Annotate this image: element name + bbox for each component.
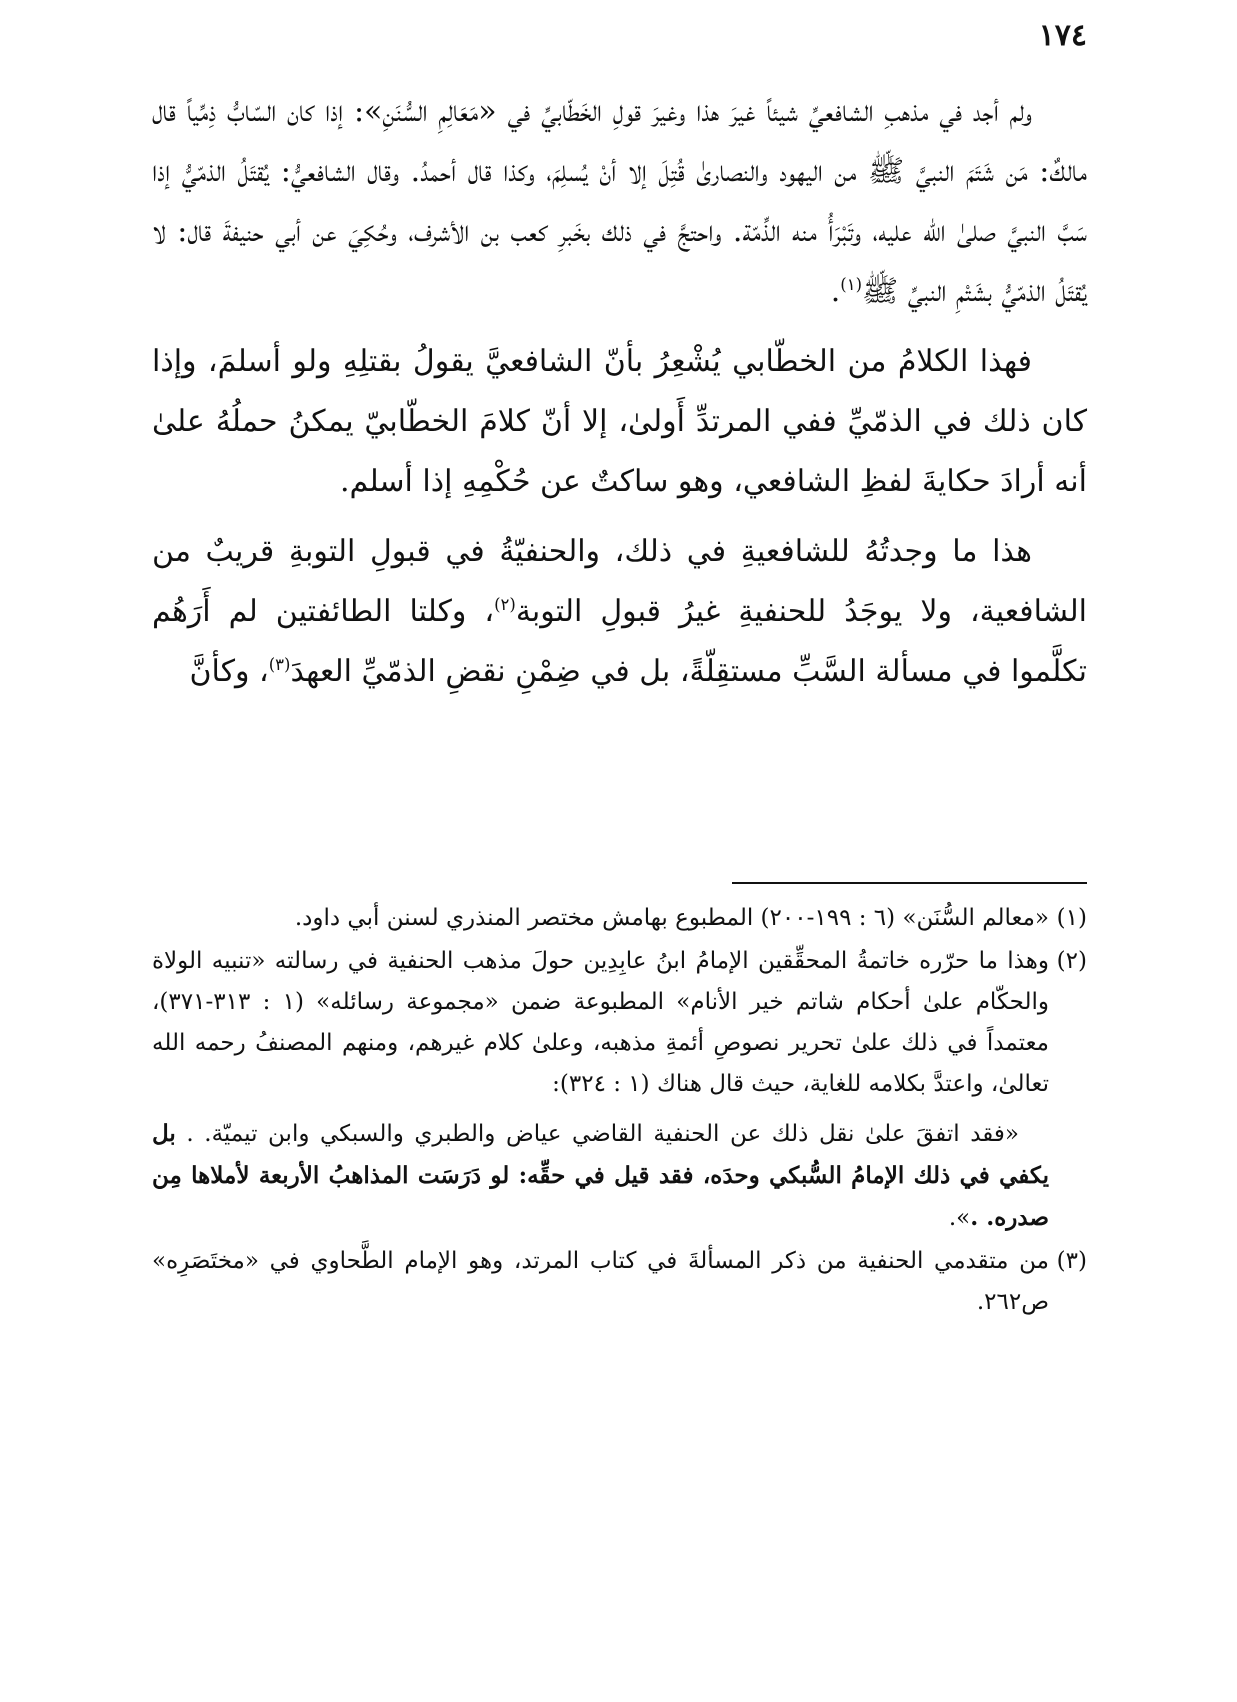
footnote-text-1: «معالم السُّنَن» (٦ : ١٩٩-٢٠٠) المطبوع بهامش مختصر المنذري لسنن أبي داود.: [294, 905, 1049, 931]
footnote-number-1: (١): [1056, 905, 1087, 931]
footnote-ref-2[interactable]: (٢): [494, 595, 516, 614]
footnote-1: [152, 898, 1087, 939]
footnote-2: [152, 941, 1087, 1239]
main-text: [152, 82, 1087, 712]
paragraph-1-period: .: [830, 274, 841, 309]
footnote-quote: [152, 1113, 1049, 1239]
page-number: ١٧٤: [1038, 18, 1087, 53]
paragraph-3-text-c: ، وكأنَّ: [189, 654, 269, 689]
paragraph-3-text-a: هذا ما وجدتُهُ للشافعيةِ في ذلك، والحنفيّةُ في قبولِ التوبةِ قريبٌ من الشافعية، ولا يوجَدُ للحنفيةِ غيرُ قبولِ التوبة: [152, 534, 1087, 629]
footnote-text-2: وهذا ما حرّره خاتمةُ المحقِّقين الإمامُ ابنُ عابِدِين حولَ مذهب الحنفية في رسالته «تنبيه الولاة والحكّام علىٰ أحكام شاتم خير الأنام» المطبوعة ضمن «مجموعة رسائله» (١ : ٣١٣-٣٧١)، معتمداً في ذلك علىٰ تحرير نصوصِ أئمةِ مذهبه، وعلىٰ كلام غيرهم، ومنهم المصنفُ رحمه الله تعالىٰ، واعتدَّ بكلامه للغاية، حيث قال هناك (١ : ٣٢٤):: [152, 948, 1049, 1097]
quote-bold: بل يكفي في ذلك الإمامُ السُّبكي وحدَه، فقد قيل في حقِّه: لو دَرَسَت المذاهبُ الأربعة لأملاها مِن صدره. .: [152, 1120, 1049, 1231]
footnotes: [152, 898, 1087, 1323]
paragraph-2: فهذا الكلامُ من الخطّابي يُشْعِرُ بأنّ الشافعيَّ يقولُ بقتلِهِ ولو أسلمَ، وإذا كان ذلك في الذمّيِّ ففي المرتدِّ أَولىٰ، إلا أنّ كلامَ الخطّابيّ يمكنُ حملُهُ علىٰ أنه أرادَ حكايةَ لفظِ الشافعي، وهو ساكتٌ عن حُكْمِهِ إذا أسلم.: [152, 344, 1087, 499]
quote-start: «فقد اتفقَ علىٰ نقل ذلك عن الحنفية القاضي عياض والطبري والسبكي وابن تيميّة. .: [175, 1121, 1019, 1147]
footnote-3: [152, 1241, 1087, 1323]
quote-end: ».: [948, 1205, 971, 1231]
paragraph-3-text-b: ، وكلتا الطائفتين لم أَرَهُم تكلَّموا في مسألة السَّبِّ مستقِلّةً، بل في ضِمْنِ نقضِ الذمّيِّ العهدَ: [152, 594, 1087, 689]
footnote-number-3: (٣): [1056, 1248, 1087, 1274]
footnote-number-2: (٢): [1056, 948, 1087, 974]
footnote-ref-3[interactable]: (٣): [268, 655, 291, 674]
footnote-body-2: [152, 941, 1049, 1239]
footnote-ref-1[interactable]: (١): [840, 275, 862, 294]
paragraph-1-text: ولم أجد في مذهبِ الشافعيِّ شيئاً غيرَ هذا وغيرَ قولِ الخَطّابيِّ في «مَعَالِمِ السُّنَنِ»: إذا كان السّابُّ ذِمِّياً قال مالكٌ: مَن شَتَمَ النبيَّ ﷺ من اليهود والنصارىٰ قُتِلَ إلا أنْ يُسلِمَ، وكذا قال أحمدُ. وقال الشافعيُّ: يُقتَلُ الذمّيُّ إذا سَبَّ النبيَّ صلىٰ الله عليه، وتَبْرَأُ منه الذِّمّة. واحتجَّ في ذلك بخَبرِ كعب بن الأشرف، وحُكِيَ عن أبي حنيفةَ قال: لا يُقتَلُ الذمّيُّ بشَتْمِ النبيِّ ﷺ: [152, 94, 1087, 309]
paragraph-1: [152, 82, 1087, 322]
footnote-separator: [732, 882, 1087, 884]
paragraph-3: [152, 522, 1087, 702]
footnote-text-3: من متقدمي الحنفية من ذكر المسألةَ في كتاب المرتد، وهو الإمام الطَّحاوي في «مختَصَرِه» ص٢٦٢.: [152, 1248, 1049, 1315]
